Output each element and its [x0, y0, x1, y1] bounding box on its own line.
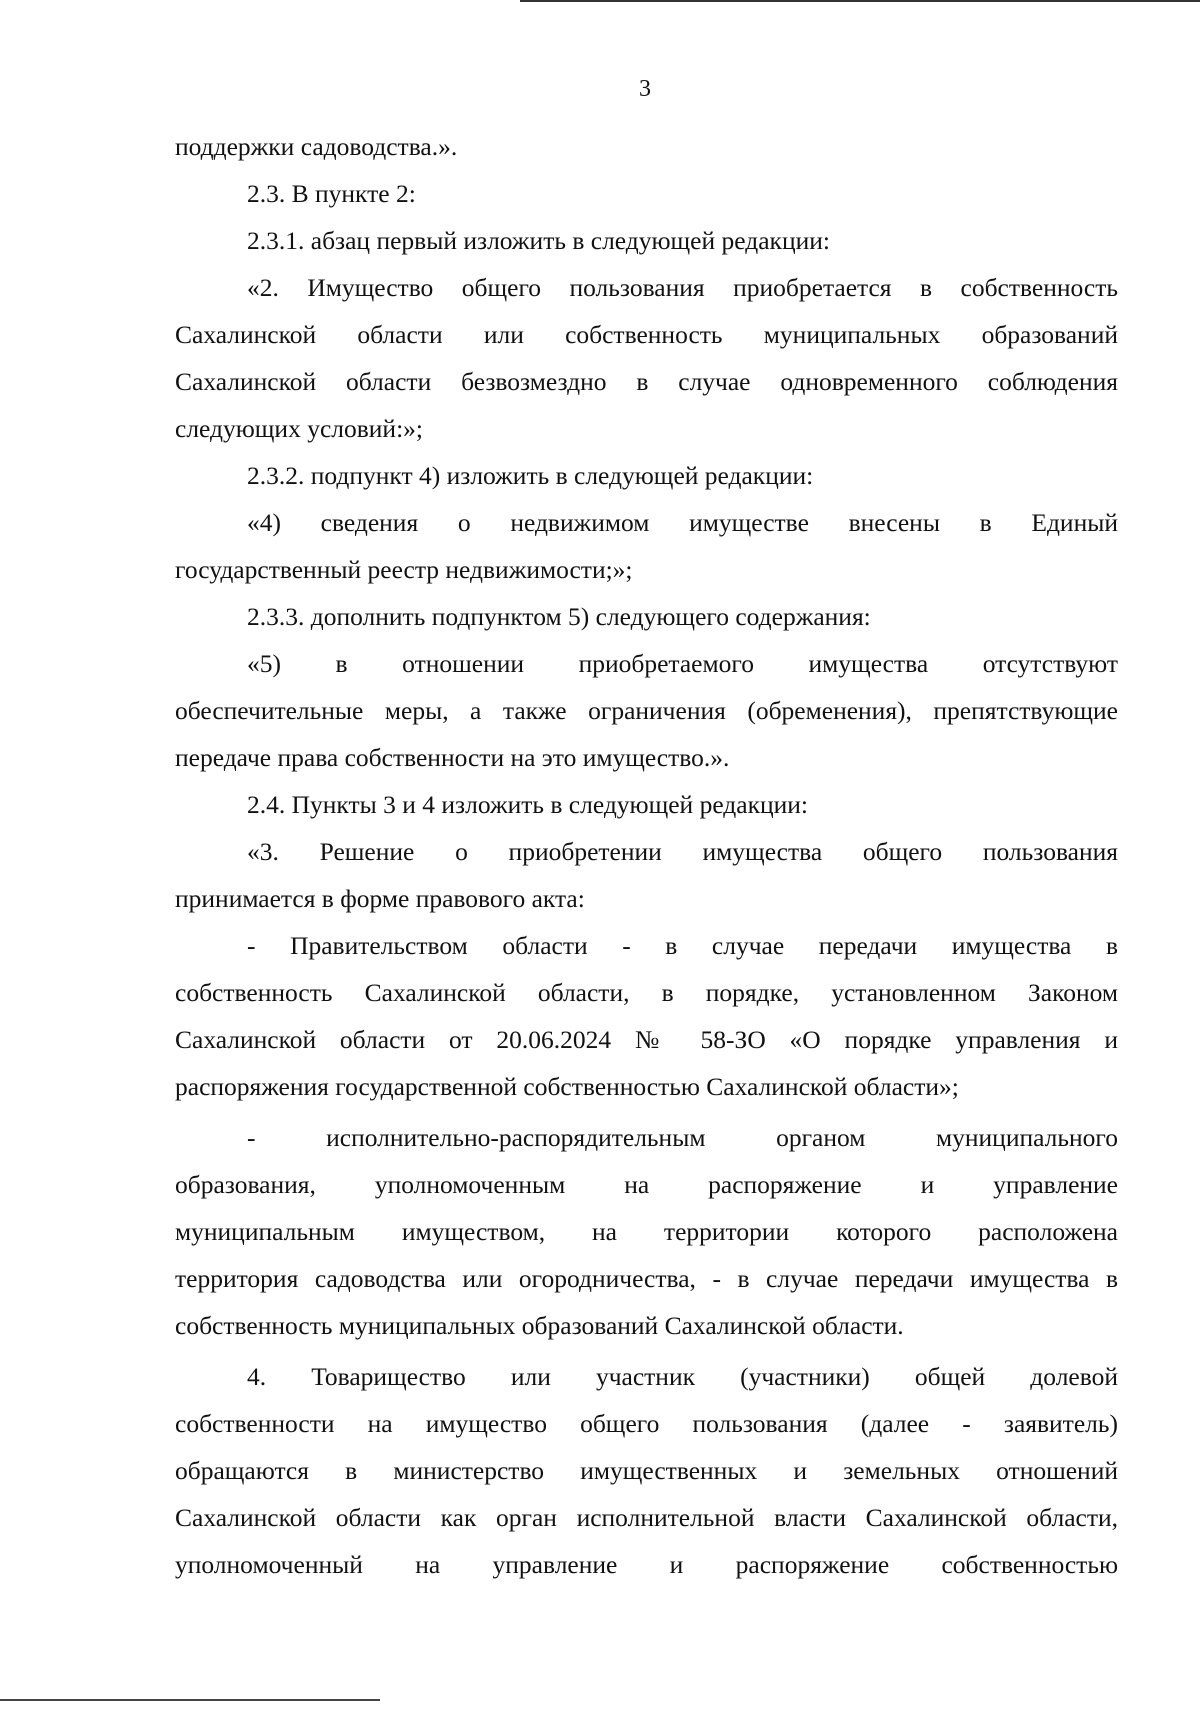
text-line: муниципальным имуществом, на территории которого расположена [175, 1217, 1118, 1246]
text-line: государственный реестр недвижимости;»; [175, 555, 633, 584]
scan-edge-top [520, 0, 1200, 2]
text-line: принимается в форме правового акта: [175, 884, 585, 913]
text-line: 2.3.2. подпункт 4) изложить в следующей редакции: [247, 461, 814, 490]
text-line: собственность муниципальных образований Сахалинской области. [175, 1311, 904, 1340]
text-line: Сахалинской области как орган исполнительной власти Сахалинской области, [175, 1503, 1118, 1532]
text-line: 2.3.3. дополнить подпунктом 5) следующего содержания: [247, 602, 871, 631]
document-body [175, 123, 1118, 1588]
text-line: образования, уполномоченным на распоряжение и управление [175, 1170, 1118, 1199]
text-line: 4. Товарищество или участник (участники) общей долевой [247, 1362, 1118, 1391]
text-line: - исполнительно-распорядительным органом муниципального [247, 1123, 1118, 1152]
page-number: 3 [639, 76, 651, 102]
text-line: Сахалинской области безвозмездно в случае одновременного соблюдения [175, 367, 1118, 396]
text-line: обеспечительные меры, а также ограничения (обременения), препятствующие [175, 696, 1118, 725]
text-line: уполномоченный на управление и распоряжение собственностью [175, 1550, 1118, 1579]
scan-edge-bottom [0, 1699, 380, 1701]
text-line: «5) в отношении приобретаемого имущества отсутствуют [247, 649, 1118, 678]
text-line: 2.4. Пункты 3 и 4 изложить в следующей редакции: [247, 790, 809, 819]
text-line: обращаются в министерство имущественных и земельных отношений [175, 1456, 1118, 1485]
text-line: распоряжения государственной собственностью Сахалинской области»; [175, 1072, 959, 1101]
text-line: передаче права собственности на это имущество.». [175, 743, 730, 772]
text-line: собственности на имущество общего пользования (далее - заявитель) [175, 1409, 1118, 1438]
text-line: «3. Решение о приобретении имущества общего пользования [247, 837, 1118, 866]
text-line: Сахалинской области или собственность муниципальных образований [175, 320, 1118, 349]
text-line: 2.3.1. абзац первый изложить в следующей редакции: [247, 226, 830, 255]
text-line: «4) сведения о недвижимом имуществе внесены в Единый [247, 508, 1118, 537]
text-line: собственность Сахалинской области, в порядке, установленном Законом [175, 978, 1118, 1007]
text-line: Сахалинской области от 20.06.2024 № 58-ЗО «О порядке управления и [175, 1025, 1118, 1054]
text-line: - Правительством области - в случае передачи имущества в [247, 931, 1118, 960]
text-line: территория садоводства или огородничества, - в случае передачи имущества в [175, 1264, 1118, 1293]
text-line: 2.3. В пункте 2: [247, 179, 416, 208]
text-line: поддержки садоводства.». [175, 132, 458, 161]
text-line: следующих условий:»; [175, 414, 424, 443]
text-line: «2. Имущество общего пользования приобретается в собственность [247, 273, 1118, 302]
